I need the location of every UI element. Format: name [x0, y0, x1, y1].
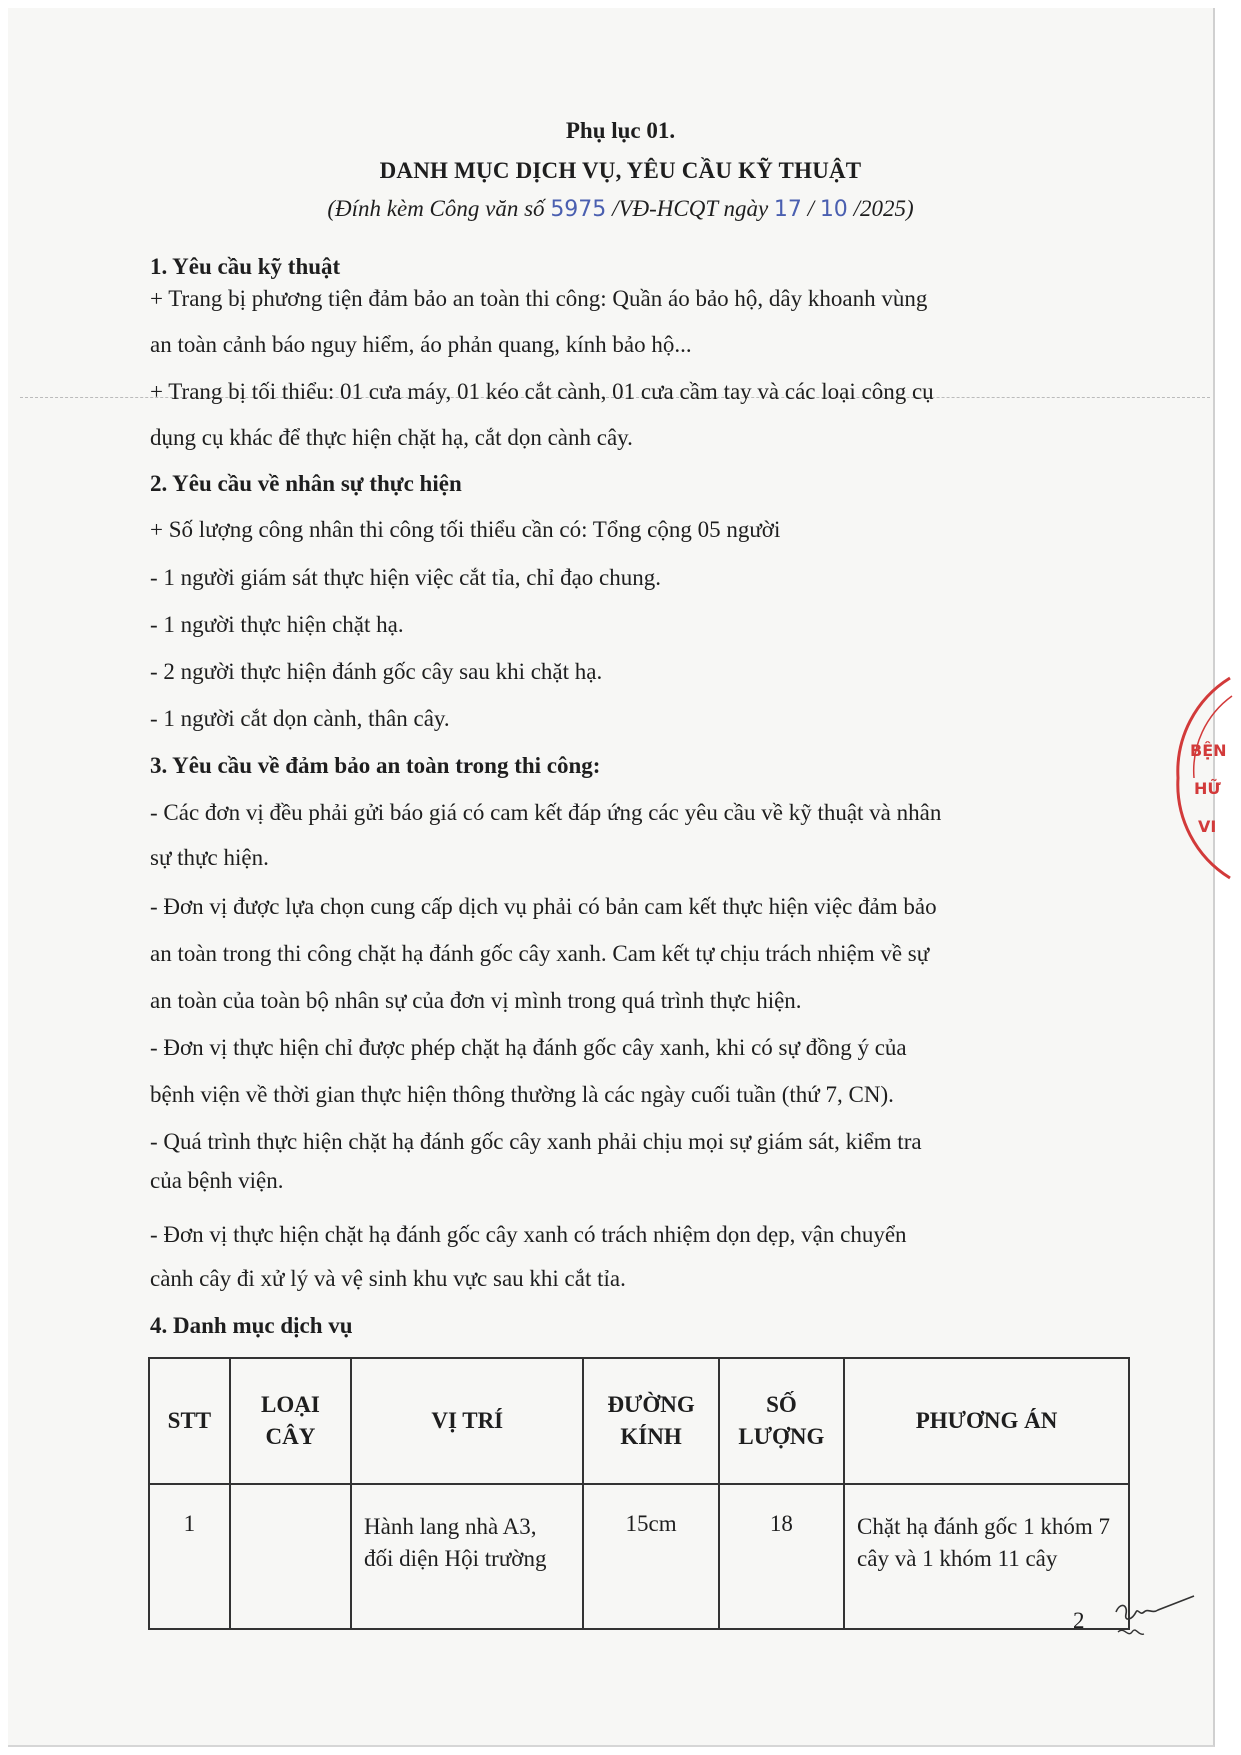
- section-2-line: - 2 người thực hiện đánh gốc cây sau khi chặt hạ.: [150, 659, 603, 684]
- section-2-heading: 2. Yêu cầu về nhân sự thực hiện: [150, 471, 462, 496]
- cell-so-luong: 18: [719, 1484, 844, 1629]
- section-2-line: - 1 người thực hiện chặt hạ.: [150, 612, 404, 637]
- section-3-line: - Đơn vị thực hiện chỉ được phép chặt hạ đánh gốc cây xanh, khi có sự đồng ý của: [150, 1035, 907, 1060]
- stamp-text: BỆN: [1190, 741, 1227, 760]
- service-table: [148, 1357, 1130, 1630]
- subtitle-prefix: (Đính kèm Công văn số: [327, 196, 545, 221]
- header-loai-line2: CÂY: [265, 1424, 316, 1449]
- document-subtitle: [0, 196, 1241, 222]
- header-vi-tri: [351, 1358, 583, 1484]
- header-loai-line1: LOẠI: [261, 1392, 320, 1417]
- section-3-line: - Đơn vị được lựa chọn cung cấp dịch vụ phải có bản cam kết thực hiện việc đảm bảo: [150, 894, 937, 919]
- header-loai-cay: [230, 1358, 351, 1484]
- cell-vitri-line1: Hành lang nhà A3,: [364, 1514, 537, 1539]
- section-4-heading: 4. Danh mục dịch vụ: [150, 1313, 353, 1338]
- header-sl-line2: LƯỢNG: [738, 1424, 825, 1449]
- cell-vitri-line2: đối diện Hội trường: [364, 1546, 547, 1571]
- section-1-line: an toàn cảnh báo nguy hiểm, áo phản quang, kính bảo hộ...: [150, 332, 692, 357]
- section-3-line: bệnh viện về thời gian thực hiện thông thường là các ngày cuối tuần (thứ 7, CN).: [150, 1082, 894, 1107]
- red-stamp-fragment: [1170, 668, 1240, 888]
- table-header-row: [149, 1358, 1129, 1484]
- section-3-line: - Quá trình thực hiện chặt hạ đánh gốc cây xanh phải chịu mọi sự giám sát, kiểm tra: [150, 1129, 922, 1154]
- header-dk-line1: ĐƯỜNG: [607, 1392, 695, 1417]
- signature-mark: [1110, 1592, 1200, 1652]
- section-3-line: an toàn của toàn bộ nhân sự của đơn vị mình trong quá trình thực hiện.: [150, 988, 802, 1013]
- header-dk-line2: KÍNH: [620, 1424, 682, 1449]
- section-2-line: - 1 người giám sát thực hiện việc cắt tỉa, chỉ đạo chung.: [150, 565, 661, 590]
- section-2-line: + Số lượng công nhân thi công tối thiểu cần có: Tổng cộng 05 người: [150, 517, 781, 542]
- subtitle-year: /2025): [853, 196, 914, 221]
- section-3-line: - Đơn vị thực hiện chặt hạ đánh gốc cây xanh có trách nhiệm dọn dẹp, vận chuyển: [150, 1222, 907, 1247]
- header-duong-kinh: [583, 1358, 718, 1484]
- subtitle-slash: /: [807, 196, 815, 221]
- header-stt: [149, 1358, 230, 1484]
- cell-pa-line1: Chặt hạ đánh gốc 1 khóm 7: [857, 1514, 1111, 1539]
- header-so-luong: [719, 1358, 844, 1484]
- header-stt-text: STT: [167, 1408, 212, 1433]
- cell-loai-cay: [230, 1484, 351, 1629]
- section-1-heading: 1. Yêu cầu kỹ thuật: [150, 254, 341, 279]
- section-1-line: + Trang bị tối thiểu: 01 cưa máy, 01 kéo cắt cành, 01 cưa cầm tay và các loại công cụ: [150, 379, 934, 404]
- section-3-line: - Các đơn vị đều phải gửi báo giá có cam kết đáp ứng các yêu cầu về kỹ thuật và nhân: [150, 800, 942, 825]
- table-row: [149, 1484, 1129, 1629]
- handwritten-month: 10: [819, 197, 848, 222]
- header-sl-line1: SỐ: [766, 1392, 797, 1417]
- section-2-line: - 1 người cắt dọn cành, thân cây.: [150, 706, 450, 731]
- cell-vi-tri: [351, 1484, 583, 1629]
- header-phuong-an: [844, 1358, 1129, 1484]
- stamp-text: HỮ: [1194, 779, 1221, 798]
- page-number: 2: [1073, 1608, 1085, 1633]
- header-vitri-text: VỊ TRÍ: [431, 1408, 504, 1433]
- header-pa-text: PHƯƠNG ÁN: [915, 1408, 1058, 1433]
- stamp-text: VI: [1198, 817, 1217, 836]
- section-1-line: dụng cụ khác để thực hiện chặt hạ, cắt dọn cành cây.: [150, 425, 633, 450]
- handwritten-doc-number: 5975: [550, 197, 607, 222]
- section-3-line: cành cây đi xử lý và vệ sinh khu vực sau khi cắt tỉa.: [150, 1266, 626, 1291]
- handwritten-day: 17: [773, 197, 802, 222]
- document-title: DANH MỤC DỊCH VỤ, YÊU CẦU KỸ THUẬT: [379, 158, 862, 183]
- section-3-line: an toàn trong thi công chặt hạ đánh gốc cây xanh. Cam kết tự chịu trách nhiệm về sự: [150, 941, 930, 966]
- appendix-label: Phụ lục 01.: [565, 118, 676, 143]
- cell-pa-line2: cây và 1 khóm 11 cây: [857, 1546, 1058, 1571]
- section-3-line: của bệnh viện.: [150, 1168, 284, 1193]
- cell-duong-kinh: 15cm: [583, 1484, 718, 1629]
- cell-phuong-an: [844, 1484, 1129, 1629]
- section-3-line: sự thực hiện.: [150, 845, 269, 870]
- subtitle-mid: /VĐ-HCQT ngày: [612, 196, 769, 221]
- section-3-heading: 3. Yêu cầu về đảm bảo an toàn trong thi công:: [150, 753, 601, 778]
- cell-stt: 1: [149, 1484, 230, 1629]
- section-1-line: + Trang bị phương tiện đảm bảo an toàn thi công: Quần áo bảo hộ, dây khoanh vùng: [150, 286, 928, 311]
